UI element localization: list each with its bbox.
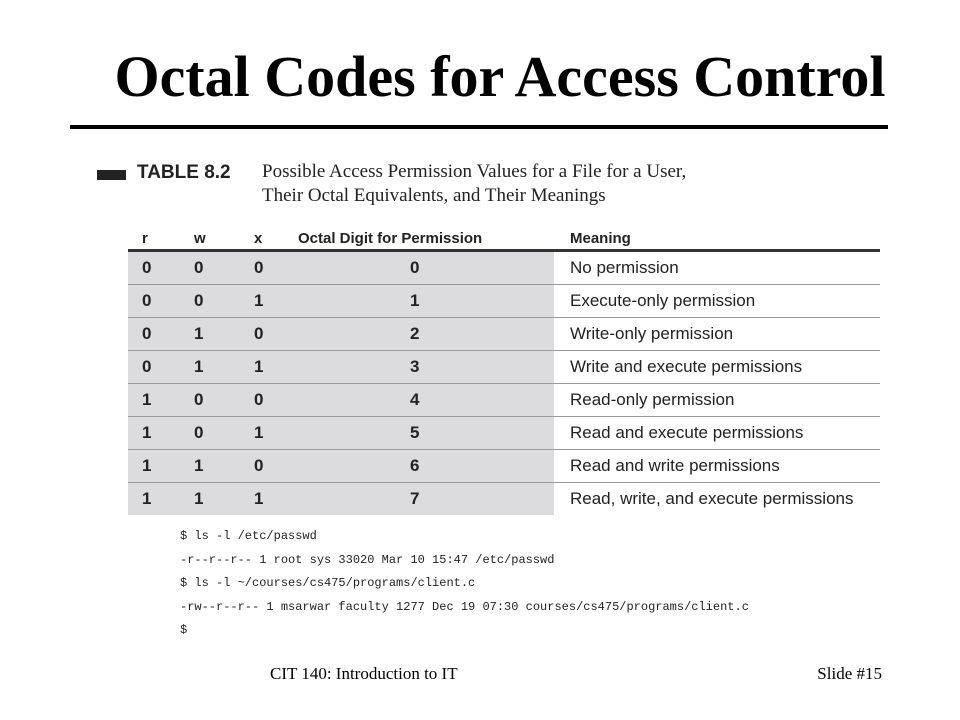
cell-w: 0 bbox=[194, 285, 254, 318]
caption-bar-marker bbox=[97, 170, 126, 180]
cell-w: 0 bbox=[194, 384, 254, 417]
cell-w: 1 bbox=[194, 318, 254, 351]
caption-line-1: Possible Access Permission Values for a File for a User, bbox=[262, 161, 687, 182]
terminal-line: $ bbox=[180, 623, 188, 637]
terminal-line: $ ls -l /etc/passwd bbox=[180, 529, 317, 543]
header-octal: Octal Digit for Permission bbox=[298, 229, 554, 251]
slide-number: Slide #15 bbox=[817, 664, 882, 683]
header-x: x bbox=[254, 229, 298, 251]
cell-octal: 6 bbox=[298, 450, 554, 483]
cell-octal: 7 bbox=[298, 483, 554, 516]
table-row bbox=[128, 318, 880, 351]
cell-meaning: Execute-only permission bbox=[554, 285, 880, 318]
cell-octal: 0 bbox=[298, 251, 554, 285]
cell-w: 0 bbox=[194, 251, 254, 285]
table-row bbox=[128, 251, 880, 285]
table-row bbox=[128, 351, 880, 384]
cell-w: 1 bbox=[194, 450, 254, 483]
cell-r: 1 bbox=[128, 450, 194, 483]
table-caption bbox=[97, 163, 897, 213]
cell-r: 0 bbox=[128, 351, 194, 384]
cell-r: 0 bbox=[128, 318, 194, 351]
cell-octal: 1 bbox=[298, 285, 554, 318]
permission-table bbox=[128, 229, 880, 515]
table-row bbox=[128, 483, 880, 516]
cell-x: 1 bbox=[254, 351, 298, 384]
table-row bbox=[128, 384, 880, 417]
cell-x: 0 bbox=[254, 251, 298, 285]
cell-w: 1 bbox=[194, 351, 254, 384]
cell-meaning: Write-only permission bbox=[554, 318, 880, 351]
cell-r: 0 bbox=[128, 251, 194, 285]
cell-meaning: Read, write, and execute permissions bbox=[570, 489, 854, 508]
footer-course: CIT 140: Introduction to IT bbox=[270, 664, 458, 683]
cell-meaning: Read-only permission bbox=[554, 384, 880, 417]
cell-r: 1 bbox=[128, 417, 194, 450]
slide-title: Octal Codes for Access Control bbox=[114, 44, 886, 109]
caption-text bbox=[262, 160, 686, 208]
cell-x: 0 bbox=[254, 384, 298, 417]
table-row bbox=[128, 450, 880, 483]
title-divider bbox=[70, 125, 888, 129]
cell-octal: 2 bbox=[298, 318, 554, 351]
cell-octal: 5 bbox=[298, 417, 554, 450]
caption-line-2: Their Octal Equivalents, and Their Meanings bbox=[262, 185, 606, 206]
terminal-line: -rw--r--r-- 1 msarwar faculty 1277 Dec 19 07:30 courses/cs475/programs/client.c bbox=[180, 599, 749, 614]
cell-r: 0 bbox=[128, 285, 194, 318]
table-row bbox=[128, 285, 880, 318]
cell-x: 1 bbox=[254, 417, 298, 450]
table-header-row bbox=[128, 229, 880, 251]
cell-r: 1 bbox=[128, 384, 194, 417]
caption-label: TABLE 8.2 bbox=[137, 162, 231, 183]
terminal-output bbox=[180, 529, 749, 647]
cell-octal: 4 bbox=[298, 384, 554, 417]
cell-meaning: Read and execute permissions bbox=[554, 417, 880, 450]
cell-meaning: Write and execute permissions bbox=[554, 351, 880, 384]
cell-meaning: Read and write permissions bbox=[554, 450, 880, 483]
cell-x: 0 bbox=[254, 450, 298, 483]
cell-x: 0 bbox=[254, 318, 298, 351]
table-row bbox=[128, 417, 880, 450]
header-r: r bbox=[128, 229, 194, 251]
cell-w: 0 bbox=[194, 417, 254, 450]
cell-r: 1 bbox=[128, 483, 194, 516]
cell-meaning: No permission bbox=[554, 251, 880, 285]
cell-x: 1 bbox=[254, 483, 298, 516]
header-meaning: Meaning bbox=[554, 229, 880, 251]
terminal-line: $ ls -l ~/courses/cs475/programs/client.c bbox=[180, 576, 476, 590]
cell-octal: 3 bbox=[298, 351, 554, 384]
terminal-line: -r--r--r-- 1 root sys 33020 Mar 10 15:47 /etc/passwd bbox=[180, 552, 555, 567]
cell-w: 1 bbox=[194, 483, 254, 516]
header-w: w bbox=[194, 229, 254, 251]
cell-x: 1 bbox=[254, 285, 298, 318]
